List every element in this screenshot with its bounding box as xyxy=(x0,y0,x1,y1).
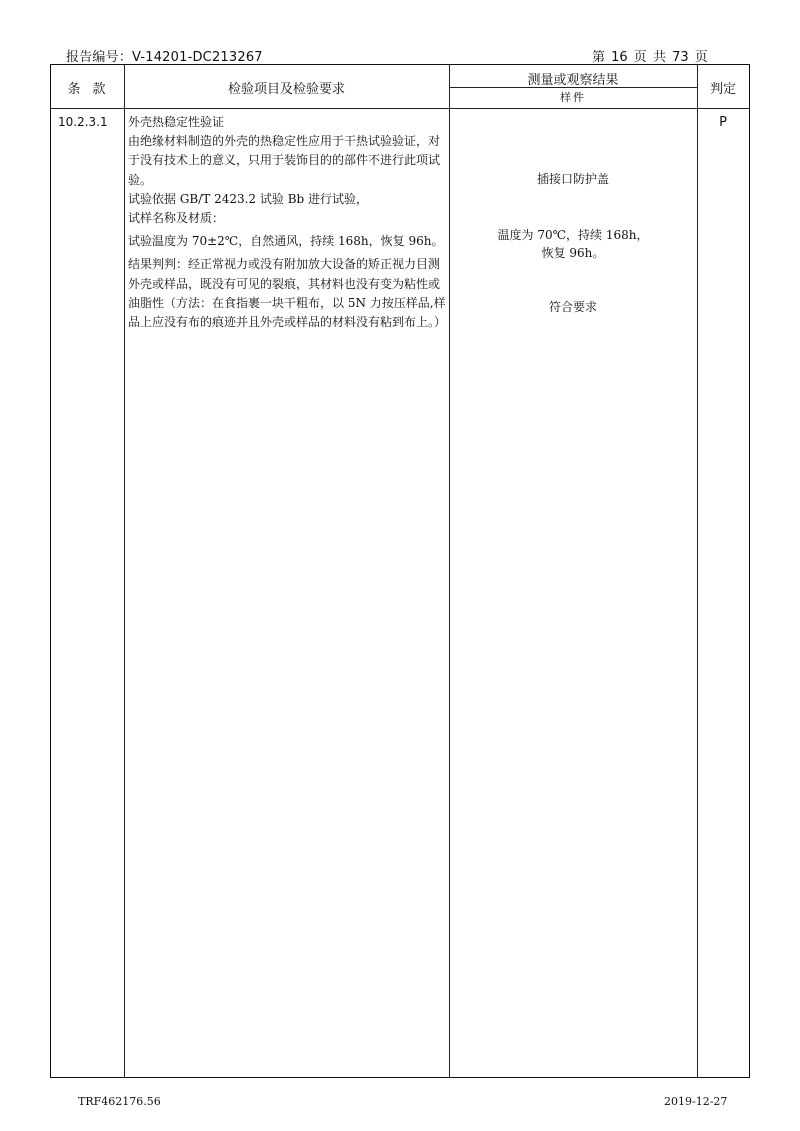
form-date: 2019-12-27 xyxy=(664,1095,728,1108)
header-bottom-rule xyxy=(51,108,749,109)
requirement-paragraph: 试样名称及材质： xyxy=(128,211,225,226)
page-info: 第 16 页 共 73 页 xyxy=(592,50,708,65)
sample-header: 样件 xyxy=(560,91,586,104)
form-number: TRF462176.56 xyxy=(78,1095,161,1108)
column-divider xyxy=(124,65,125,1077)
requirement-paragraph: 结果判判：经正常视力或没有附加放大设备的矫正视力目测外壳或样品，既没有可见的裂痕，其材料也没有变为粘性或油脂性（方法：在食指裹一块干粗布，以 5N 力按压样品,样品上应没有布的痕迹并且外壳或样品的材料没有粘到布上。） xyxy=(128,257,447,330)
requirement-paragraph: 试验温度为 70±2℃，自然通风，持续 168h，恢复 96h。 xyxy=(128,234,444,249)
verdict-header: 判定 xyxy=(709,82,736,97)
requirement-paragraph: 试验依据 GB/T 2423.2 试验 Bb 进行试验， xyxy=(128,191,369,206)
test-condition-line2: 恢复 96h。 xyxy=(541,246,605,260)
clause-header: 条款 xyxy=(67,82,118,97)
sample-name: 插接口防护盖 xyxy=(536,172,609,186)
requirement-title: 外壳热稳定性验证 xyxy=(128,115,225,129)
requirement-paragraph: 由绝缘材料制造的外壳的热稳定性应用于干热试验验证，对于没有技术上的意义，只用于装饰目的的部件不进行此项试验。 xyxy=(128,134,441,187)
conclusion: 符合要求 xyxy=(548,300,597,314)
requirement-text xyxy=(128,113,446,332)
column-divider xyxy=(697,65,698,1077)
report-number: 报告编号：V-14201-DC213267 xyxy=(66,50,263,65)
test-condition-line1: 温度为 70℃，持续 168h， xyxy=(497,228,649,242)
result-header: 测量或观察结果 xyxy=(527,73,619,88)
item-header: 检验项目及检验要求 xyxy=(227,82,345,97)
clause-number: 10.2.3.1 xyxy=(58,115,108,129)
column-divider xyxy=(449,65,450,1077)
inspection-table xyxy=(50,64,750,1078)
verdict-value: P xyxy=(719,115,727,130)
